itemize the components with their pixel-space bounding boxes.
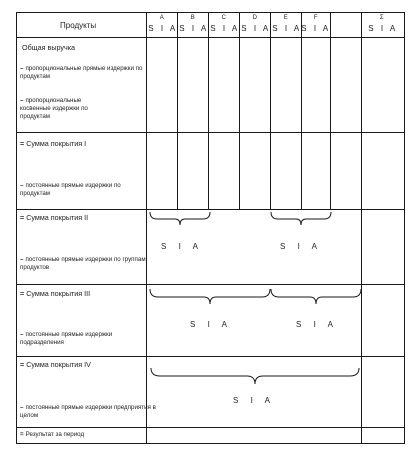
row-label-margin-3: = Сумма покрытия III <box>20 289 91 298</box>
brace-level4 <box>150 364 360 386</box>
col-sum-divider <box>361 12 362 444</box>
table-border-left <box>16 12 17 444</box>
col-f-sia: S I A <box>301 24 331 33</box>
row-sep-level2 <box>16 209 405 210</box>
col-d-e-divider <box>270 12 271 209</box>
col-e-f-divider <box>301 12 302 209</box>
col-b-c-divider <box>208 12 209 209</box>
col-c-sia: S I A <box>210 24 240 33</box>
col-a-letter: A <box>159 15 165 21</box>
table-border-bottom <box>16 443 405 444</box>
brace-level3-left-label: S I A <box>190 320 232 329</box>
col-sum-sia: S I A <box>368 24 398 33</box>
row-label-fixed-product-costs: – постоянные прямые издержки по продуктам <box>20 182 121 197</box>
row-label-prop-direct-costs: – пропорциональные прямые издержки по продуктам <box>20 65 143 80</box>
row-label-period-result: = Результат за период <box>20 431 85 438</box>
row-label-fixed-company-costs: – постоянные прямые издержки предприятия в целом <box>20 404 156 419</box>
col-sum-letter: Σ <box>379 15 385 21</box>
col-c-letter: C <box>221 15 227 21</box>
brace-level3-right-label: S I A <box>296 320 338 329</box>
row-sep-level3 <box>16 284 405 285</box>
row-label-total-revenue: Общая выручка <box>22 43 76 52</box>
row-sep-level4 <box>16 356 405 357</box>
brace-level3-left <box>149 288 271 306</box>
header-products-label: Продукты <box>60 21 97 30</box>
col-a-b-divider <box>177 12 178 209</box>
row-label-fixed-division-costs: – постоянные прямые издержки подразделения <box>20 331 113 346</box>
row-sep-result <box>16 427 405 428</box>
col-e-letter: E <box>283 15 289 21</box>
col-d-sia: S I A <box>241 24 271 33</box>
col-f-letter: F <box>313 15 319 21</box>
brace-level2-left <box>149 211 211 227</box>
col-a-sia: S I A <box>148 24 178 33</box>
table-border-top <box>16 12 405 13</box>
row-label-prop-indirect-costs: – пропорциональные косвенные издержки по продуктам <box>20 97 88 120</box>
brace-level4-label: S I A <box>233 396 275 405</box>
col-f-sum-divider <box>330 12 331 209</box>
row-label-margin-2: = Сумма покрытия II <box>20 213 89 222</box>
table-border-right <box>404 12 405 444</box>
row-label-fixed-group-costs: – постоянные прямые издержки по группам продуктов <box>20 256 146 271</box>
contribution-margin-table <box>16 12 405 444</box>
label-column-divider <box>146 12 147 444</box>
col-b-sia: S I A <box>179 24 209 33</box>
row-label-margin-1: = Сумма покрытия I <box>20 139 87 148</box>
brace-level2-right-label: S I A <box>280 242 322 251</box>
header-divider <box>16 37 405 38</box>
col-b-letter: B <box>190 15 196 21</box>
row-sep-after-costs <box>16 132 405 133</box>
col-e-sia: S I A <box>272 24 302 33</box>
row-label-margin-4: = Сумма покрытия IV <box>20 360 91 369</box>
brace-level3-right <box>270 288 362 306</box>
col-c-d-divider <box>239 12 240 209</box>
col-d-letter: D <box>252 15 258 21</box>
brace-level2-right <box>270 211 332 227</box>
brace-level2-left-label: S I A <box>161 242 203 251</box>
